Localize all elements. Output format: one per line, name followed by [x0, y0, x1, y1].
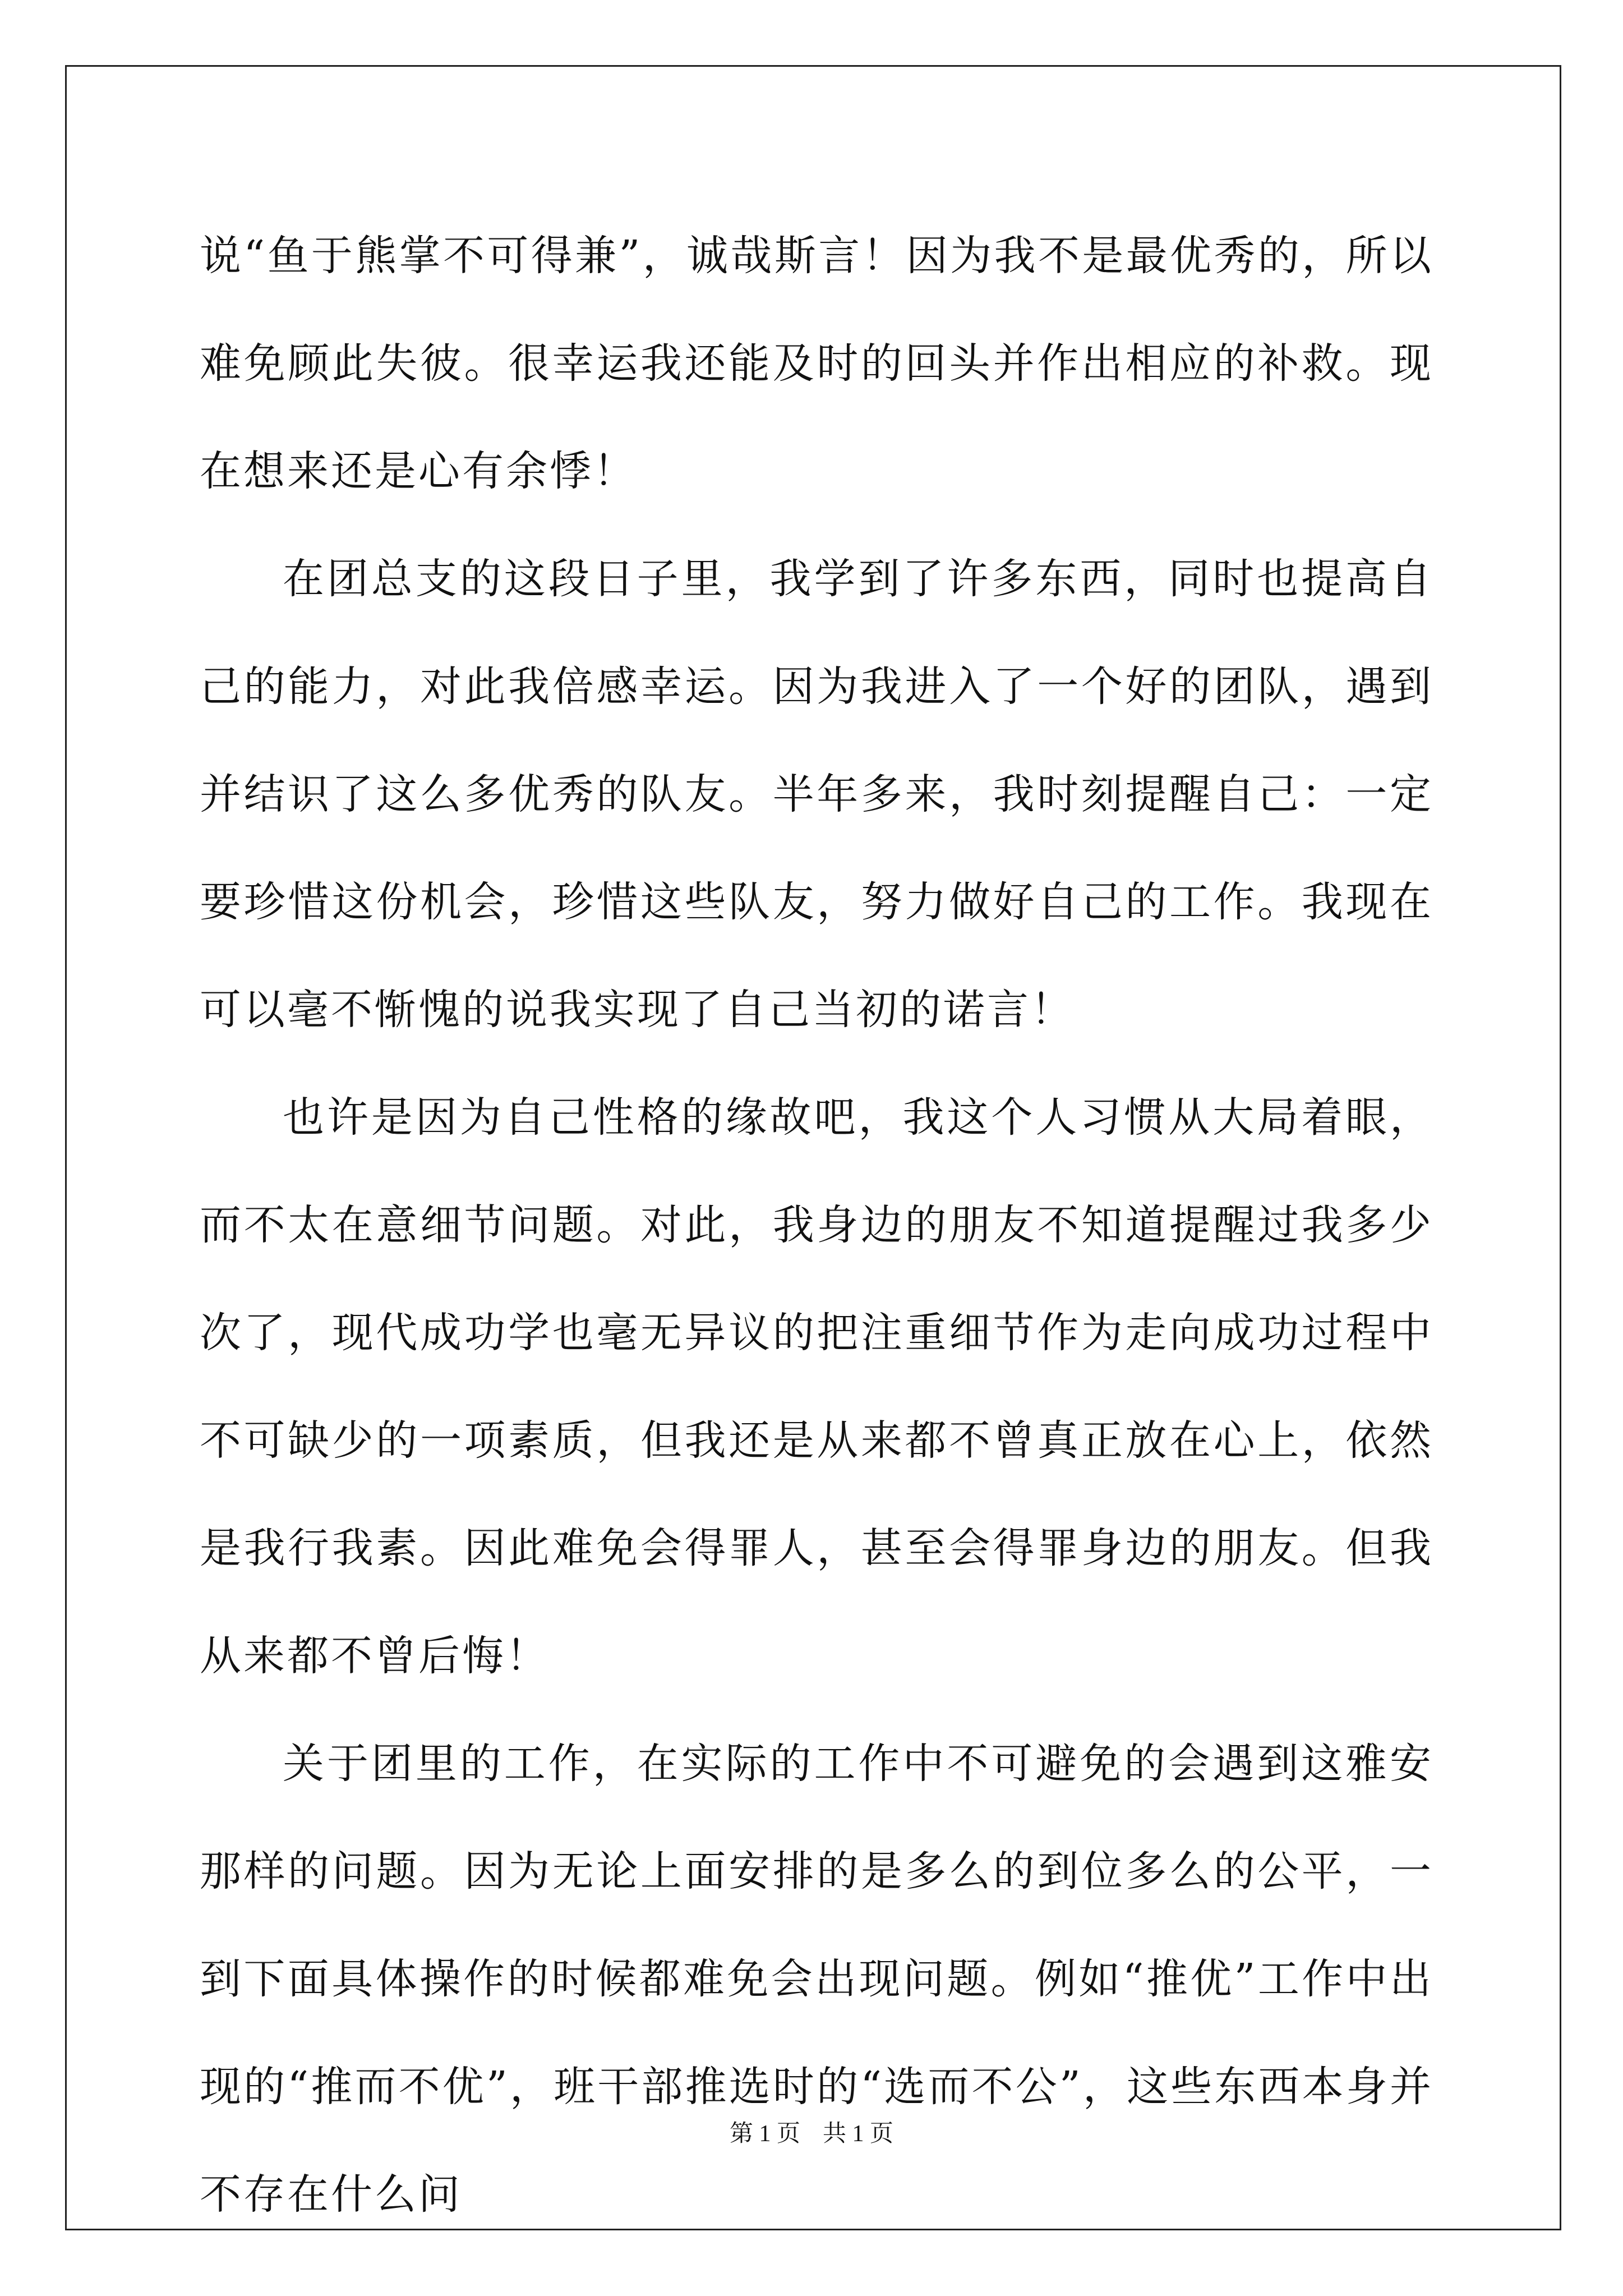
page-footer: [0, 2115, 1623, 2148]
page-total: 共 1 页: [823, 2121, 894, 2147]
document-body: [200, 202, 1433, 2248]
paragraph-2: 在团总支的这段日子里，我学到了许多东西，同时也提高自己的能力，对此我倍感幸运。因为我进入了一个好的团队，遇到并结识了这么多优秀的队友。半年多来，我时刻提醒自己：一定要珍惜这份机会，珍惜这些队友，努力做好自己的工作。我现在可以毫不惭愧的说我实现了自己当初的诺言！: [200, 555, 1433, 1034]
paragraph-1: 说“鱼于熊掌不可得兼”，诚哉斯言！因为我不是最优秀的，所以难免顾此失彼。很幸运我还能及时的回头并作出相应的补救。现在想来还是心有余悸！: [200, 232, 1433, 495]
paragraph-4: 关于团里的工作，在实际的工作中不可避免的会遇到这雅安那样的问题。因为无论上面安排的是多么的到位多么的公平，一到下面具体操作的时候都难免会出现问题。例如“推优”工作中出现的“推而不优”，班干部推选时的“选而不公”，这些东西本身并不存在什么问: [200, 1740, 1433, 2219]
paragraph-3: 也许是因为自己性格的缘故吧，我这个人习惯从大局着眼，而不太在意细节问题。对此，我身边的朋友不知道提醒过我多少次了，现代成功学也毫无异议的把注重细节作为走向成功过程中不可缺少的一项素质，但我还是从来都不曾真正放在心上，依然是我行我素。因此难免会得罪人，甚至会得罪身边的朋友。但我从来都不曾后悔！: [200, 1093, 1433, 1680]
page-number: 第 1 页: [729, 2121, 800, 2147]
